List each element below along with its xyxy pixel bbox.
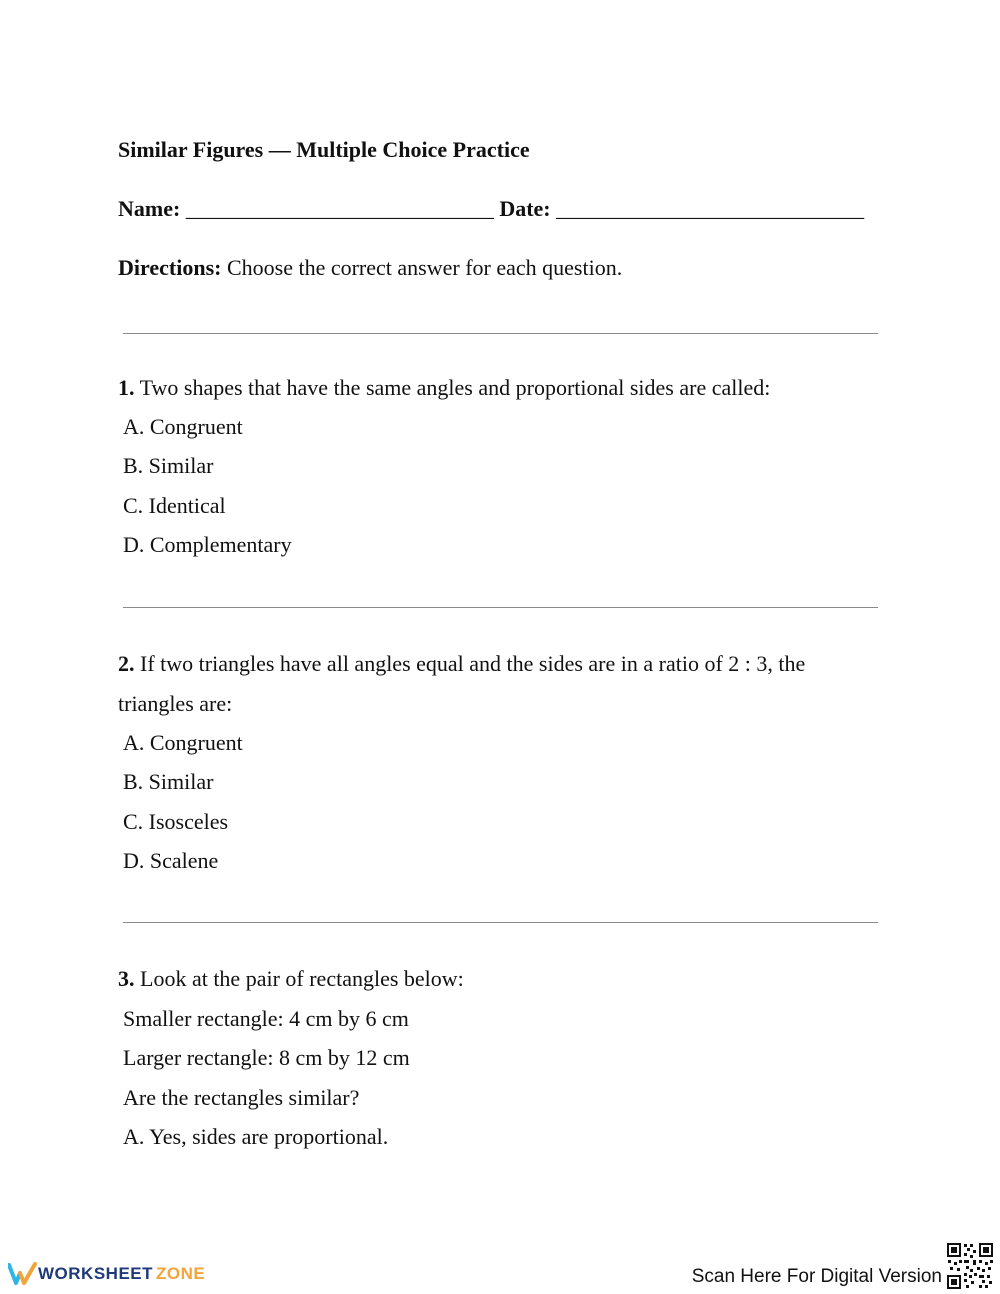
directions-label: Directions: bbox=[118, 255, 222, 280]
question-1-option-d: D. Complementary bbox=[123, 532, 292, 557]
question-3-line-1: Smaller rectangle: 4 cm by 6 cm bbox=[123, 1006, 409, 1031]
logo-text-worksheet: WORKSHEET bbox=[38, 1264, 153, 1283]
logo-text-zone: ZONE bbox=[156, 1264, 206, 1283]
divider bbox=[123, 607, 878, 608]
question-number: 3. bbox=[118, 966, 135, 991]
name-label: Name: bbox=[118, 196, 181, 221]
question-3-option-a: A. Yes, sides are proportional. bbox=[123, 1124, 389, 1149]
question-2-option-d: D. Scalene bbox=[123, 848, 219, 873]
question-1-option-c: C. Identical bbox=[123, 493, 226, 518]
date-blank: ____________________________ bbox=[556, 196, 865, 221]
question-number: 2. bbox=[118, 651, 135, 676]
qr-code-icon[interactable] bbox=[946, 1242, 994, 1290]
question-3-line-2: Larger rectangle: 8 cm by 12 cm bbox=[123, 1045, 410, 1070]
divider bbox=[123, 333, 878, 334]
date-label: Date: bbox=[499, 196, 551, 221]
worksheetzone-mark-icon bbox=[8, 1262, 38, 1286]
name-date-line bbox=[118, 196, 864, 222]
question-2-option-a: A. Congruent bbox=[123, 730, 243, 755]
scan-digital-version-text: Scan Here For Digital Version bbox=[691, 1266, 942, 1287]
question-1-option-a: A. Congruent bbox=[123, 414, 243, 439]
question-stem: Look at the pair of rectangles below: bbox=[134, 966, 464, 991]
question-2-text bbox=[118, 644, 863, 723]
worksheet-title: Similar Figures — Multiple Choice Practice bbox=[118, 137, 530, 162]
question-stem: If two triangles have all angles equal and the sides are in a ratio of 2 : 3, the triangles are: bbox=[118, 651, 806, 716]
question-2-option-c: C. Isosceles bbox=[123, 809, 229, 834]
question-3-text bbox=[118, 959, 863, 999]
question-number: 1. bbox=[118, 375, 135, 400]
directions-text: Choose the correct answer for each question. bbox=[221, 255, 623, 280]
question-3-line-3: Are the rectangles similar? bbox=[123, 1085, 360, 1110]
worksheetzone-logo bbox=[8, 1262, 205, 1286]
divider bbox=[123, 922, 878, 923]
question-2-option-b: B. Similar bbox=[123, 769, 214, 794]
directions bbox=[118, 255, 622, 281]
name-blank: ____________________________ bbox=[185, 196, 494, 221]
question-stem: Two shapes that have the same angles and proportional sides are called: bbox=[134, 375, 771, 400]
question-1-option-b: B. Similar bbox=[123, 453, 214, 478]
question-1-text bbox=[118, 368, 863, 408]
